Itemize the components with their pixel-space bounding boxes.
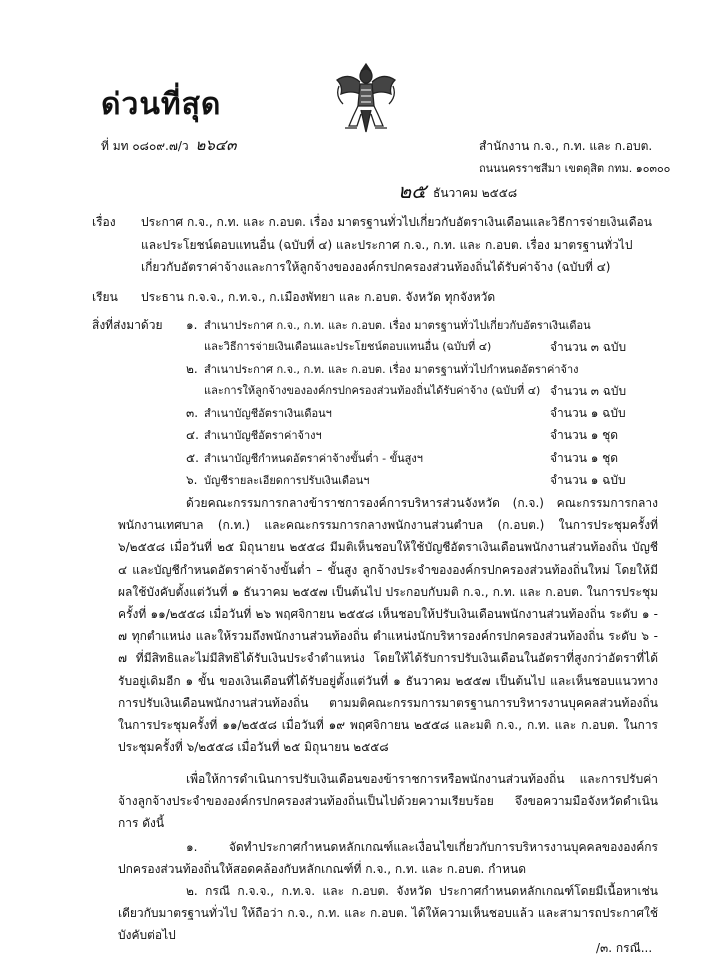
date-day-handwritten: ๒๕: [398, 179, 427, 203]
enclosure-text: และวิธีการจ่ายเงินเดือนและประโยชน์ตอบแทนอื่น (ฉบับที่ ๔): [204, 340, 492, 353]
enclosure-quantity: จำนวน ๑ ฉบับ: [550, 473, 626, 487]
enclosure-number: ๓.: [186, 406, 199, 420]
enclosure-number: ๑.: [186, 318, 198, 332]
enclosure-quantity: จำนวน ๑ ชุด: [550, 428, 619, 442]
subject-line: และประโยชน์ตอบแทนอื่น (ฉบับที่ ๔) และประกาศ ก.จ., ก.ท. และ ก.อบต. เรื่อง มาตรฐานทั่วไป: [141, 238, 633, 252]
enclosure-quantity: จำนวน ๑ ฉบับ: [550, 406, 626, 420]
enclosure-text: สำเนาบัญชีอัตราค่าจ้างฯ: [204, 429, 322, 442]
enclosure-number: ๖.: [186, 473, 198, 487]
enclosure-number: ๕.: [186, 451, 199, 465]
subject-line: เกี่ยวกับอัตราค่าจ้างและการให้ลูกจ้างขององค์กรปกครองส่วนท้องถิ่นได้รับค่าจ้าง (ฉบับที่ ๔): [141, 260, 611, 274]
enclosure-text: สำเนาประกาศ ก.จ., ก.ท. และ ก.อบต. เรื่อง มาตรฐานทั่วไปกำหนดอัตราค่าจ้าง: [204, 363, 579, 376]
urgency-heading: ด่วนที่สุด: [101, 87, 222, 122]
body-paragraph: ๑. จัดทำประกาศกำหนดหลักเกณฑ์และเงื่อนไขเกี่ยวกับการบริหารงานบุคคลขององค์กรปกครองส่วนท้องถิ่นให้สอดคล้องกับหลักเกณฑ์ที่ ก.จ., ก.ท. และ ก.อบต. กำหนด: [118, 840, 658, 877]
body-paragraph: เพื่อให้การดำเนินการปรับเงินเดือนของข้าราชการหรือพนักงานส่วนท้องถิ่น และการปรับค่าจ้างลูกจ้างประจำขององค์กรปกครองส่วนท้องถิ่นเป็นไปด้วยความเรียบร้อย จึงขอความมือจังหวัดดำเนินการ ดังนี้: [118, 772, 658, 831]
enclosure-quantity: จำนวน ๓ ฉบับ: [550, 340, 627, 354]
enclosure-text: และการให้ลูกจ้างขององค์กรปกครองส่วนท้องถิ่นได้รับค่าจ้าง (ฉบับที่ ๔): [204, 384, 541, 397]
document-number: [101, 138, 237, 153]
document-number-handwritten: ๒๖๔๓: [195, 136, 237, 154]
recipient-label: เรียน: [92, 290, 118, 304]
body-paragraph: ๒. กรณี ก.จ.จ., ก.ท.จ. และ ก.อบต. จังหวัด ประกาศกำหนดหลักเกณฑ์โดยมีเนื้อหาเช่นเดียวกับมาตรฐานทั่วไป ให้ถือว่า ก.จ., ก.ท. และ ก.อบต. ได้ให้ความเห็นชอบแล้ว และสามารถประกาศใช้บังคับต่อไป: [118, 884, 658, 943]
office-name: สำนักงาน ก.จ., ก.ท. และ ก.อบต.: [479, 139, 653, 153]
body-paragraph: ด้วยคณะกรรมการกลางข้าราชการองค์การบริหารส่วนจังหวัด (ก.จ.) คณะกรรมการกลางพนักงานเทศบาล (ก.ท.) และคณะกรรมการกลางพนักงานส่วนตำบล (ก.อบต.) ในการประชุมครั้งที่ ๖/๒๕๕๘ เมื่อวันที่ ๒๕ มิถุนายน ๒๕๕๘ มีมติเห็นชอบให้ใช้บัญชีอัตราเงินเดือนพนักงานส่วนท้องถิ่น บัญชี ๔ และบัญชีกำหนดอัตราค่าจ้างขั้นต่ำ – ขั้นสูง ลูกจ้างประจำขององค์กรปกครองส่วนท้องถิ่นใหม่ โดยให้มีผลใช้บังคับตั้งแต่วันที่ ๑ ธันวาคม ๒๕๕๗ เป็นต้นไป ประกอบกับมติ ก.จ., ก.ท. และ ก.อบต. ในการประชุมครั้งที่ ๑๑/๒๕๕๘ เมื่อวันที่ ๒๖ พฤศจิกายน ๒๕๕๘ เห็นชอบให้ปรับเงินเดือนพนักงานส่วนท้องถิ่น ระดับ ๑ - ๗ ทุกตำแหน่ง และให้รวมถึงพนักงานส่วนท้องถิ่น ตำแหน่งนักบริหารองค์กรปกครองส่วนท้องถิ่น ระดับ ๖ - ๗ ที่มีสิทธิและไม่มีสิทธิได้รับเงินประจำตำแหน่ง โดยให้ได้รับการปรับเงินเดือนในอัตราที่สูงกว่าอัตราที่ได้รับอยู่เดิมอีก ๑ ขั้น ของเงินเดือนที่ได้รับอยู่ตั้งแต่วันที่ ๑ ธันวาคม ๒๕๕๗ เป็นต้นไป และเห็นชอบแนวทางการปรับเงินเดือนพนักงานส่วนท้องถิ่น ตามมติคณะกรรมการมาตรฐานการบริหารงานบุคคลส่วนท้องถิ่น ในการประชุมครั้งที่ ๑๑/๒๕๕๘ เมื่อวันที่ ๑๙ พฤศจิกายน ๒๕๕๘ และมติ ก.จ., ก.ท. และ ก.อบต. ในการประชุมครั้งที่ ๖/๒๕๕๘ เมื่อวันที่ ๒๕ มิถุนายน ๒๕๕๘: [118, 496, 659, 755]
enclosure-text: สำเนาประกาศ ก.จ., ก.ท. และ ก.อบต. เรื่อง มาตรฐานทั่วไปเกี่ยวกับอัตราเงินเดือน: [204, 319, 591, 332]
garuda-icon: [331, 60, 401, 136]
enclosure-text: สำเนาบัญชีอัตราเงินเดือนฯ: [204, 407, 332, 420]
enclosure-number: ๒.: [186, 362, 198, 376]
enclosures-label: สิ่งที่ส่งมาด้วย: [92, 318, 163, 332]
enclosure-text: บัญชีรายละเอียดการปรับเงินเดือนฯ: [204, 474, 370, 487]
garuda-emblem: [331, 60, 401, 136]
enclosure-text: สำเนาบัญชีกำหนดอัตราค่าจ้างขั้นต่ำ - ขั้นสูงฯ: [204, 452, 423, 465]
enclosure-number: ๔.: [186, 428, 199, 442]
enclosure-quantity: จำนวน ๑ ชุด: [550, 451, 619, 465]
subject-line: ประกาศ ก.จ., ก.ท. และ ก.อบต. เรื่อง มาตรฐานทั่วไปเกี่ยวกับอัตราเงินเดือนและวิธีการจ่ายเงินเดือน: [141, 215, 652, 229]
recipient-text: ประธาน ก.จ.จ., ก.ท.จ., ก.เมืองพัทยา และ ก.อบต. จังหวัด ทุกจังหวัด: [141, 290, 496, 304]
page-continuation: /๓. กรณี...: [596, 941, 653, 955]
subject-label: เรื่อง: [92, 215, 116, 229]
document-date: ธันวาคม ๒๕๕๘: [433, 186, 518, 200]
enclosure-quantity: จำนวน ๓ ฉบับ: [550, 384, 627, 398]
office-address: ถนนนครราชสีมา เขตดุสิต กทม. ๑๐๓๐๐: [479, 162, 671, 175]
document-number-prefix: ที่ มท ๐๘๐๙.๗/ว: [101, 139, 189, 153]
